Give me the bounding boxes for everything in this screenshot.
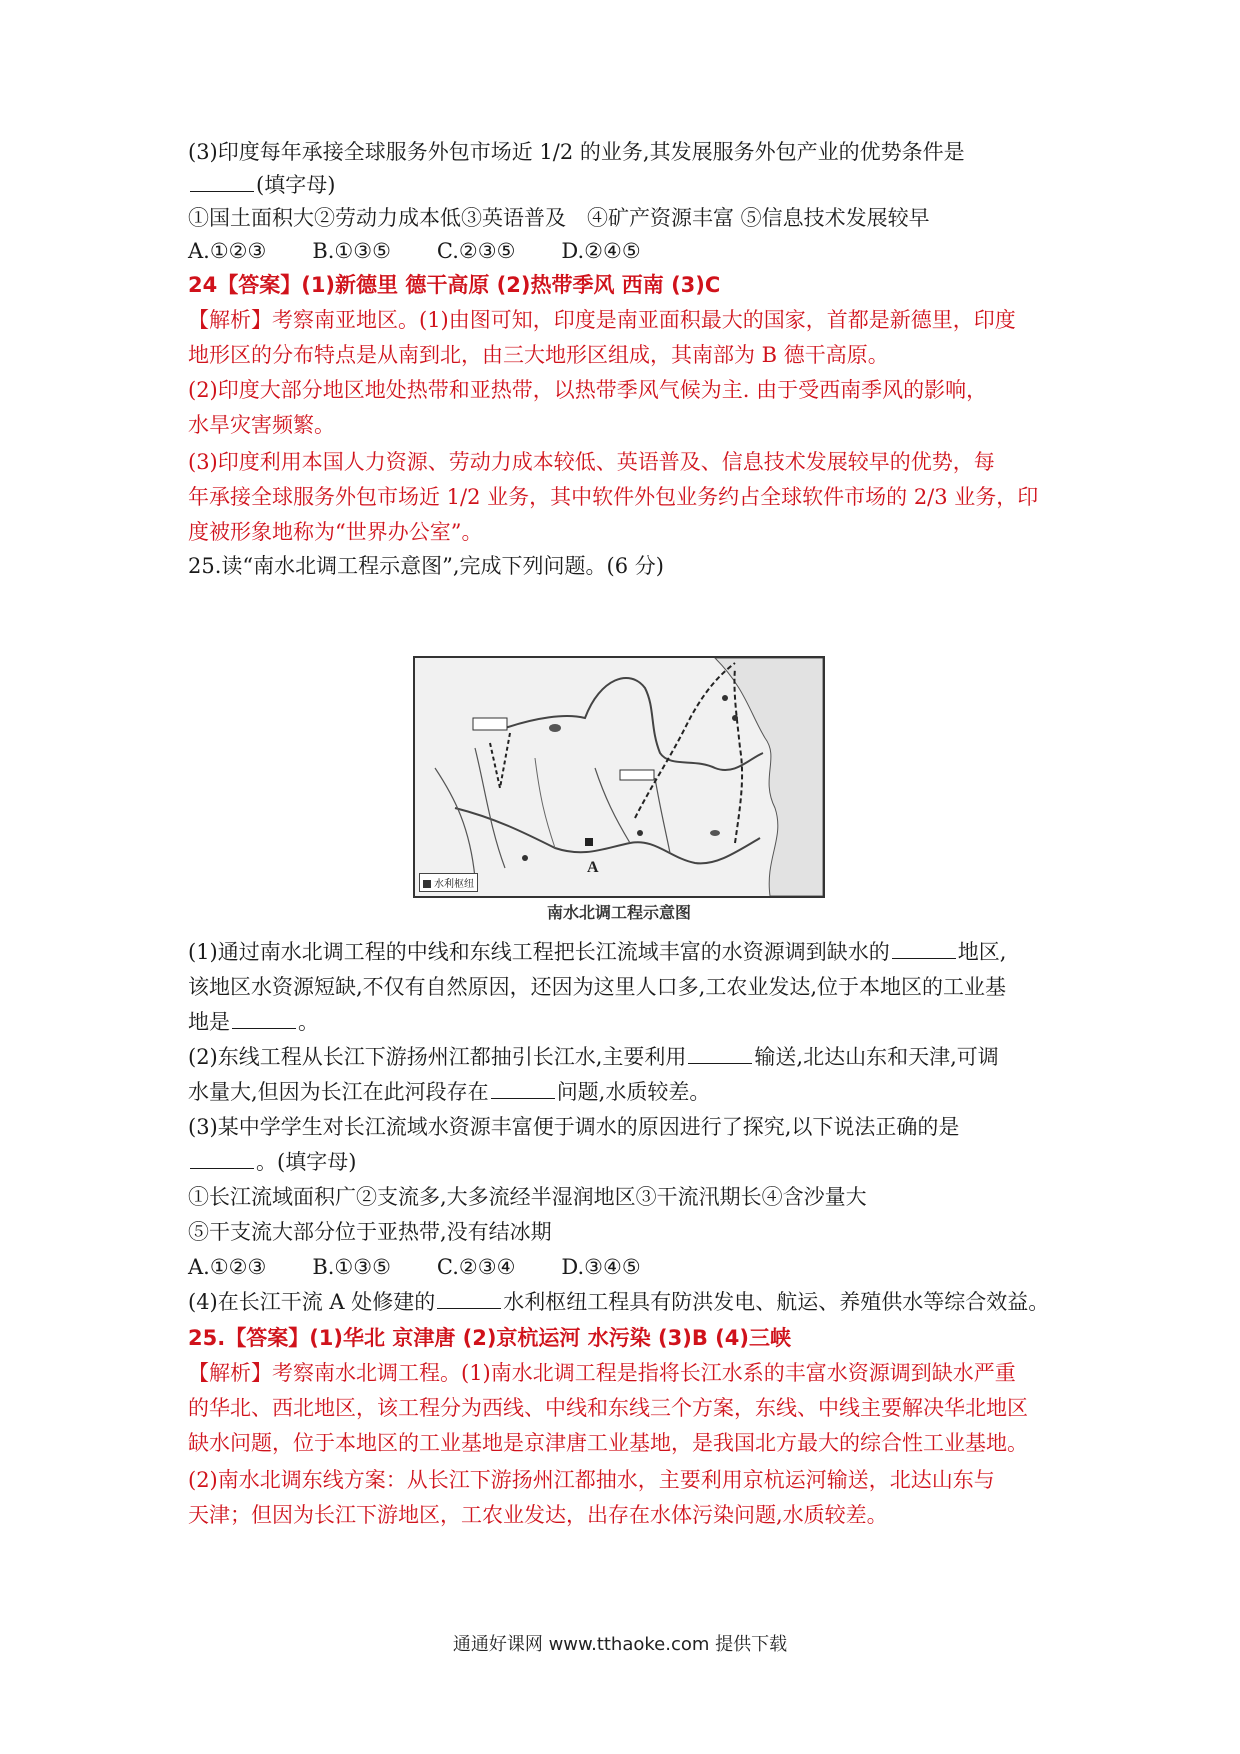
page-footer: 通通好课网 www.tthaoke.com 提供下载: [452, 1634, 788, 1655]
dam-legend-icon: [423, 880, 431, 888]
q25-3-line1: (3)某中学学生对长江流域水资源丰富便于调水的原因进行了探究,以下说法正确的是: [188, 1115, 960, 1139]
map-drawing: [415, 658, 823, 896]
q23-3-question-line2: (填字母): [188, 170, 1068, 200]
answer-25-heading: 25.【答案】(1)华北 京津唐 (2)京杭运河 水污染 (3)B (4)三峡: [188, 1326, 791, 1350]
answer-blank: [437, 1288, 501, 1309]
q25-1-line2: 该地区水资源短缺,不仅有自然原因，还因为这里人口多,工农业发达,位于本地区的工业基: [188, 975, 1007, 999]
map-caption: 南水北调工程示意图: [546, 903, 691, 922]
answer-24-analysis-line: (2)印度大部分地区地处热带和亚热带，以热带季风气候为主. 由于受西南季风的影响，: [188, 378, 988, 402]
q25-2-line2: 水量大,但因为长江在此河段存在 问题,水质较差。: [188, 1080, 711, 1104]
choice-a: A.①②③: [188, 239, 267, 263]
choice-d: D.②④⑤: [561, 239, 641, 263]
q25-title: 25.读“南水北调工程示意图”,完成下列问题。(6 分): [188, 554, 664, 578]
q25-1-line1: (1)通过南水北调工程的中线和东线工程把长江流域丰富的水资源调到缺水的 地区,: [188, 940, 1007, 964]
answer-25-analysis-line: 的华北、西北地区，该工程分为西线、中线和东线三个方案，东线、中线主要解决华北地区: [188, 1396, 1028, 1420]
choice-a: A.①②③: [188, 1255, 267, 1279]
choice-b: B.①③⑤: [312, 1255, 391, 1279]
q23-3-options: ①国土面积大②劳动力成本低③英语普及 ④矿产资源丰富 ⑤信息技术发展较早: [188, 206, 930, 230]
answer-blank: [688, 1043, 752, 1064]
q23-3-choices: [188, 236, 1068, 266]
answer-25-analysis-line: 缺水问题，位于本地区的工业基地是京津唐工业基地，是我国北方最大的综合性工业基地。: [188, 1431, 1028, 1455]
choice-c: C.②③⑤: [436, 239, 516, 263]
answer-24-analysis-line: 度被形象地称为“世界办公室”。: [188, 520, 483, 544]
answer-blank: [892, 938, 956, 959]
q23-3-question-line1: (3)印度每年承接全球服务外包市场近 1/2 的业务,其发展服务外包产业的优势条件是: [188, 140, 965, 164]
answer-25-analysis-line: 天津；但因为长江下游地区，工农业发达，出存在水体污染问题,水质较差。: [188, 1503, 888, 1527]
answer-24-heading: 24【答案】(1)新德里 德干高原 (2)热带季风 西南 (3)C: [188, 273, 721, 297]
q25-2-line1: (2)东线工程从长江下游扬州江都抽引长江水,主要利用 输送,北达山东和天津,可调: [188, 1045, 999, 1069]
answer-blank: [491, 1078, 555, 1099]
choice-d: D.③④⑤: [561, 1255, 641, 1279]
answer-blank: [232, 1008, 296, 1029]
map-legend: 水利枢纽: [419, 873, 478, 892]
answer-25-analysis-line: 【解析】考察南水北调工程。(1)南水北调工程是指将长江水系的丰富水资源调到缺水严重: [188, 1361, 1016, 1385]
map-label-a: A: [587, 859, 599, 876]
choice-c: C.②③④: [436, 1255, 516, 1279]
answer-blank: [190, 1148, 254, 1169]
answer-24-analysis-line: 地形区的分布特点是从南到北，由三大地形区组成，其南部为 B 德干高原。: [188, 343, 889, 367]
choice-b: B.①③⑤: [312, 239, 391, 263]
q25-3-options1: ①长江流域面积广②支流多,大多流经半湿润地区③干流汛期长④含沙量大: [188, 1185, 867, 1209]
q25-3-options2: ⑤干支流大部分位于亚热带,没有结冰期: [188, 1220, 552, 1244]
answer-24-analysis-line: 水旱灾害频繁。: [188, 413, 335, 437]
q25-1-line3: 地是 。: [188, 1010, 319, 1034]
q25-4-line: (4)在长江干流 A 处修建的 水利枢纽工程具有防洪发电、航运、养殖供水等综合效益。: [188, 1290, 1050, 1314]
q25-3-line2: 。(填字母): [188, 1147, 1068, 1177]
answer-24-analysis-line: 年承接全球服务外包市场近 1/2 业务，其中软件外包业务约占全球软件市场的 2/3 业务，印: [188, 485, 1039, 509]
q25-3-choices: [188, 1252, 1068, 1282]
answer-25-analysis-line: (2)南水北调东线方案：从长江下游扬州江都抽水，主要利用京杭运河输送，北达山东与: [188, 1468, 995, 1492]
answer-24-analysis-line: (3)印度利用本国人力资源、劳动力成本较低、英语普及、信息技术发展较早的优势，每: [188, 450, 995, 474]
answer-blank: [190, 171, 254, 192]
south-north-water-map: [413, 656, 825, 898]
answer-24-analysis-line: 【解析】考察南亚地区。(1)由图可知，印度是南亚面积最大的国家，首都是新德里，印度: [188, 308, 1016, 332]
